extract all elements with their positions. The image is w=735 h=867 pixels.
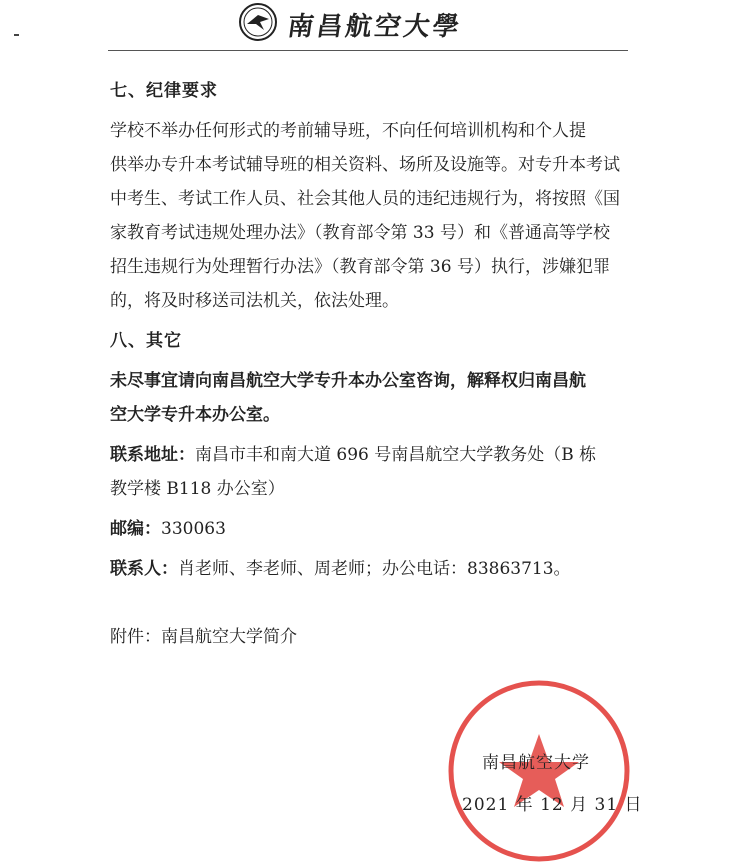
postcode-value: 330063 (161, 519, 226, 539)
postcode-line (110, 512, 630, 546)
contact-person-line (110, 552, 630, 586)
university-emblem-icon (238, 2, 278, 42)
other-line: 空大学专升本办公室。 (110, 405, 280, 425)
discipline-line: 供举办专升本考试辅导班的相关资料、场所及设施等。对专升本考试 (110, 155, 620, 175)
address-value: 南昌市丰和南大道 696 号南昌航空大学教务处（B 栋 (195, 445, 597, 465)
margin-mark (14, 34, 19, 36)
address-line-2: 教学楼 B118 办公室） (110, 479, 285, 499)
university-logo-text: 南昌航空大學 (285, 12, 464, 42)
signature-organization: 南昌航空大学 (482, 753, 590, 773)
contact-person-label: 联系人： (110, 559, 178, 579)
page-header (0, 0, 735, 52)
discipline-line: 的，将及时移送司法机关，依法处理。 (110, 291, 399, 311)
document-body (110, 74, 630, 654)
address-line (110, 438, 630, 472)
discipline-line: 学校不举办任何形式的考前辅导班，不向任何培训机构和个人提 (110, 121, 586, 141)
discipline-line: 家教育考试违规处理办法》（教育部令第 33 号）和《普通高等学校 (110, 223, 610, 243)
attachment-line: 附件：南昌航空大学简介 (110, 627, 297, 647)
other-heading: 八、其它 (110, 331, 182, 351)
header-divider (108, 50, 628, 51)
postcode-label: 邮编： (110, 519, 161, 539)
address-label: 联系地址： (110, 445, 195, 465)
signature-date: 2021 年 12 月 31 日 (462, 795, 643, 815)
contact-person-value: 肖老师、李老师、周老师；办公电话：83863713。 (178, 559, 571, 579)
discipline-line: 中考生、考试工作人员、社会其他人员的违纪违规行为，将按照《国 (110, 189, 620, 209)
discipline-line: 招生违规行为处理暂行办法》（教育部令第 36 号）执行，涉嫌犯罪 (110, 257, 610, 277)
discipline-heading: 七、纪律要求 (110, 81, 218, 101)
other-line: 未尽事宜请向南昌航空大学专升本办公室咨询，解释权归南昌航 (110, 371, 586, 391)
